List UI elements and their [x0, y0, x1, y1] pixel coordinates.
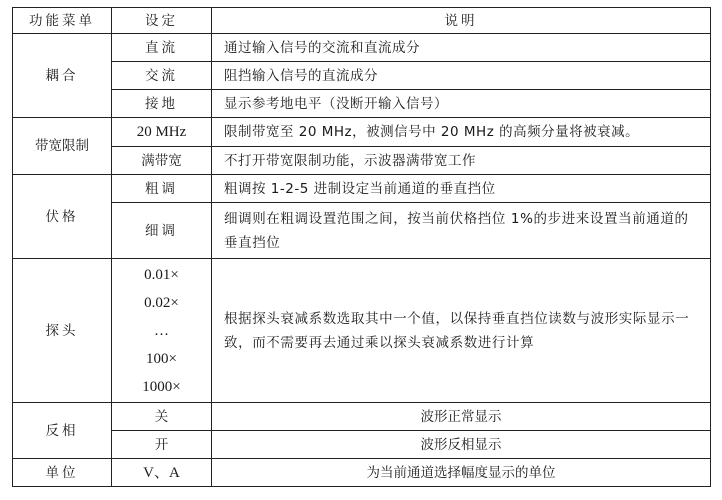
setting-cell: 接地 — [112, 90, 212, 118]
menu-volts: 伏格 — [13, 175, 112, 259]
setting-cell: 交流 — [112, 62, 212, 90]
probe-setting: 0.02× — [144, 294, 179, 311]
header-row — [13, 8, 711, 34]
header-menu: 功能菜单 — [13, 8, 112, 34]
setting-cell: 细调 — [112, 203, 212, 259]
menu-coupling: 耦合 — [13, 34, 112, 118]
setting-cell: 满带宽 — [112, 147, 212, 175]
setting-cell: 直流 — [112, 34, 212, 62]
setting-cell: 20 MHz — [112, 118, 212, 147]
desc-cell: 不打开带宽限制功能，示波器满带宽工作 — [212, 147, 711, 175]
table-row — [13, 175, 711, 203]
desc-cell: 显示参考地电平（没断开输入信号） — [212, 90, 711, 118]
oscilloscope-channel-menu-table — [12, 7, 711, 487]
desc-cell: 阻挡输入信号的直流成分 — [212, 62, 711, 90]
desc-cell: 波形正常显示 — [212, 403, 711, 431]
header-desc: 说明 — [212, 8, 711, 34]
table-row — [13, 259, 711, 403]
probe-setting: 0.01× — [144, 266, 179, 283]
setting-cell: 粗调 — [112, 175, 212, 203]
desc-cell: 细调则在粗调设置范围之间，按当前伏格挡位 1%的步进来设置当前通道的垂直挡位 — [212, 203, 711, 259]
probe-setting: 100× — [146, 350, 177, 367]
probe-setting: 1000× — [142, 378, 181, 395]
desc-cell: 粗调按 1-2-5 进制设定当前通道的垂直挡位 — [212, 175, 711, 203]
setting-cell: 开 — [112, 431, 212, 459]
table-row — [13, 431, 711, 459]
probe-settings-list — [112, 259, 212, 403]
table-row — [13, 403, 711, 431]
header-setting: 设定 — [112, 8, 212, 34]
menu-unit: 单位 — [13, 459, 112, 487]
menu-probe: 探头 — [13, 259, 112, 403]
table-row — [13, 459, 711, 487]
table-row — [13, 34, 711, 62]
desc-cell: 限制带宽至 20 MHz，被测信号中 20 MHz 的高频分量将被衰减。 — [212, 118, 711, 147]
probe-setting: … — [154, 322, 169, 339]
setting-cell: 关 — [112, 403, 212, 431]
menu-invert: 反相 — [13, 403, 112, 459]
table-row — [13, 147, 711, 175]
table-row — [13, 203, 711, 259]
desc-cell: 根据探头衰减系数选取其中一个值，以保持垂直挡位读数与波形实际显示一致，而不需要再去通过乘以探头衰减系数进行计算 — [212, 259, 711, 403]
desc-cell: 波形反相显示 — [212, 431, 711, 459]
desc-cell: 通过输入信号的交流和直流成分 — [212, 34, 711, 62]
table-row — [13, 118, 711, 147]
setting-cell: V、A — [112, 459, 212, 487]
table-row — [13, 90, 711, 118]
table-row — [13, 62, 711, 90]
menu-bandwidth: 带宽限制 — [13, 118, 112, 175]
desc-cell: 为当前通道选择幅度显示的单位 — [212, 459, 711, 487]
